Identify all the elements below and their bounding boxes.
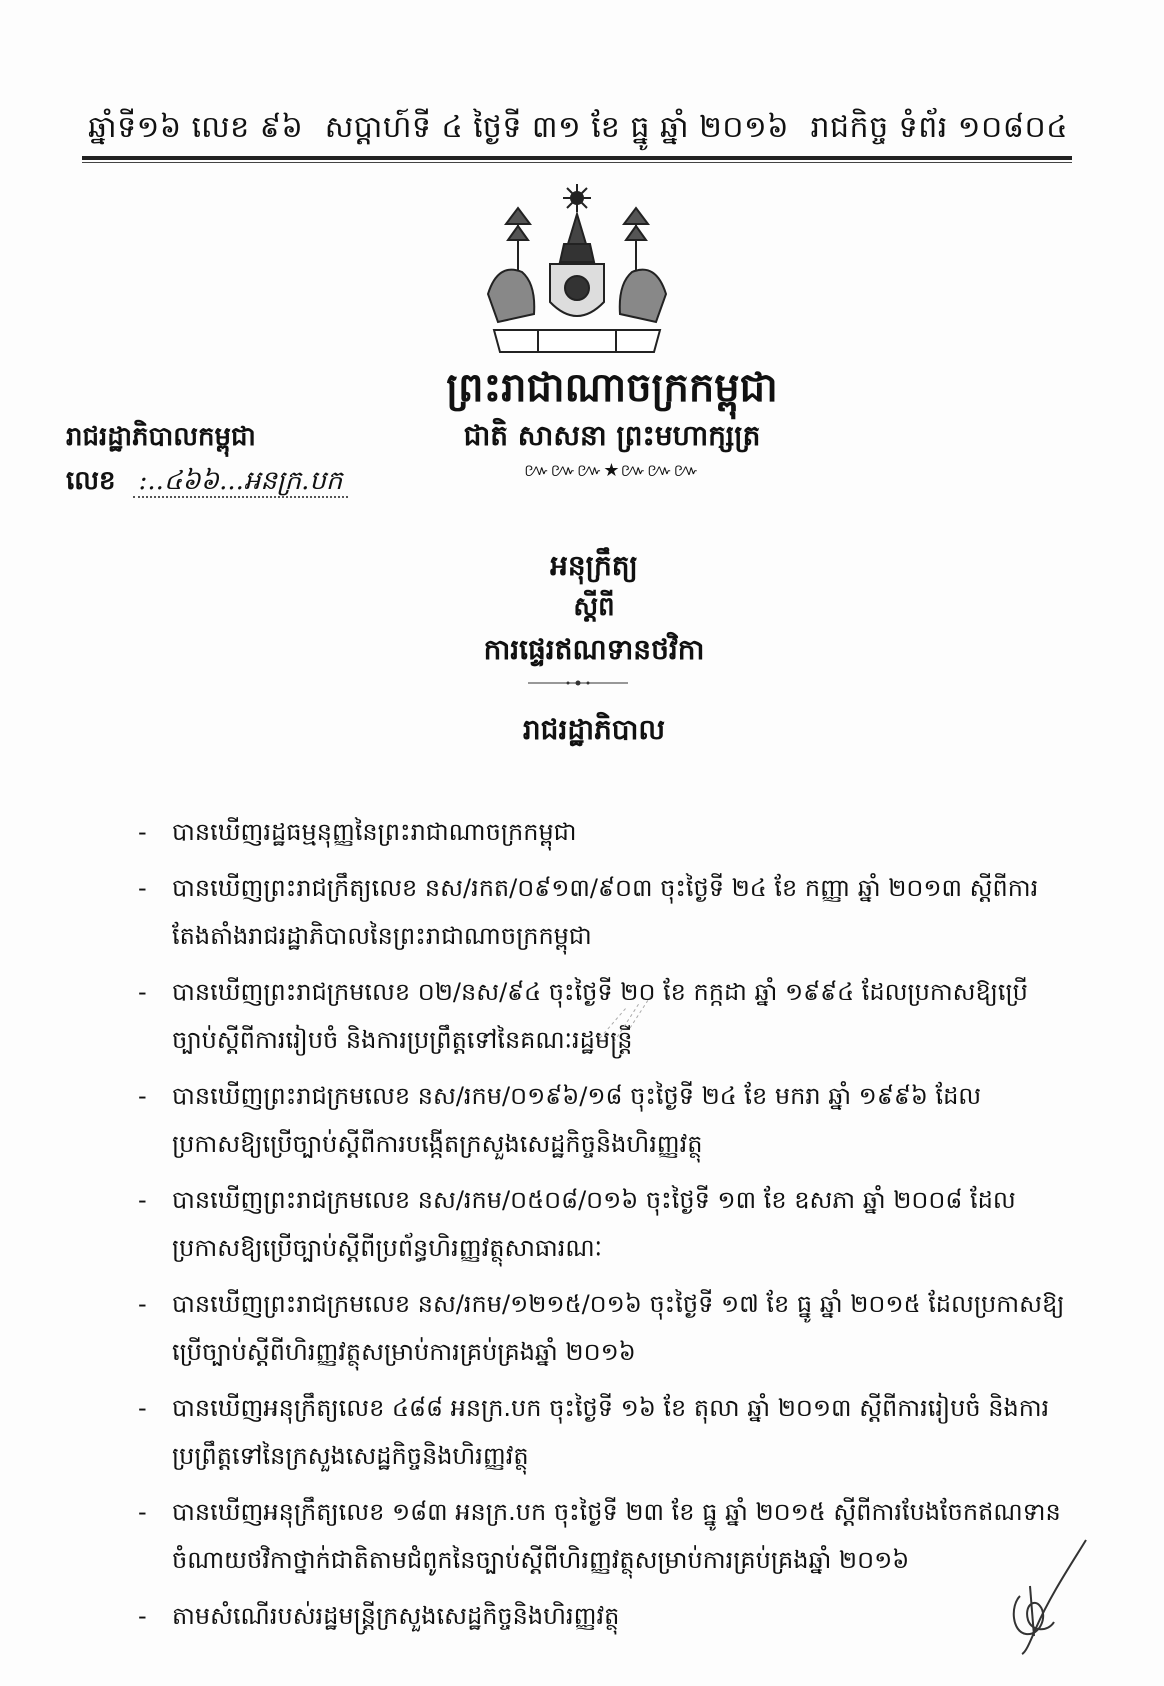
consideration-text: បានឃើញព្រះរាជក្រមលេខ នស/រកម/០១៩៦/១៨ ចុះថ្ងៃទី ២៤ ខែ មករា ឆ្នាំ ១៩៩៦ ដែលប្រកាសឱ្យប្រើច្បាប់ស្តីពីការបង្កើតក្រសួងសេដ្ឋកិច្ចនិងហិរញ្ញវត្ថុ — [172, 1082, 982, 1158]
consideration-text: បានឃើញអនុក្រឹត្យលេខ ១៨៣ អនក្រ.បក ចុះថ្ងៃទី ២៣ ខែ ធ្នូ ឆ្នាំ ២០១៥ ស្តីពីការបែងចែកឥណទានចំណាយថវិកាថ្នាក់ជាតិតាមជំពូកនៃច្បាប់ស្តីពីហិរញ្ញវត្ថុសម្រាប់ការគ្រប់គ្រងឆ្នាំ ២០១៦ — [172, 1498, 1061, 1574]
consideration-item — [138, 864, 1068, 960]
considerations-list — [138, 808, 1068, 1648]
bullet-dash: - — [138, 1498, 147, 1526]
bullet-dash: - — [138, 1186, 147, 1214]
header-rule — [82, 156, 1072, 160]
bullet-dash: - — [138, 978, 147, 1006]
document-subject: ការផ្ទេរឥណទានថវិកា — [483, 633, 705, 666]
consideration-item — [138, 1384, 1068, 1480]
handwritten-initial-signature-icon — [1000, 1536, 1090, 1656]
gazette-week-date: សប្តាហ៍ទី ៤ ថ្ងៃទី ៣១ ខែ ធ្នូ ឆ្នាំ ២០១៦ — [324, 110, 789, 145]
consideration-text: បានឃើញព្រះរាជក្រមលេខ នស/រកម/០៥០៨/០១៦ ចុះថ្ងៃទី ១៣ ខែ ឧសភា ឆ្នាំ ២០០៨ ដែលប្រកាសឱ្យប្រើច្បាប់ស្តីពីប្រព័ន្ធហិរញ្ញវត្ថុសាធារណៈ — [172, 1186, 1016, 1262]
bullet-dash: - — [138, 1394, 147, 1422]
kingdom-name: ព្រះរាជាណាចក្រកម្ពុជា — [446, 365, 778, 411]
consideration-text: បានឃើញអនុក្រឹត្យលេខ ៤៨៨ អនក្រ.បក ចុះថ្ងៃទី ១៦ ខែ តុលា ឆ្នាំ ២០១៣ ស្តីពីការរៀបចំ និងការប្រព្រឹត្តទៅនៃក្រសួងសេដ្ឋកិច្ចនិងហិរញ្ញវត្ថុ — [172, 1394, 1050, 1470]
government-label: រាជរដ្ឋាភិបាលកម្ពុជា — [66, 422, 256, 452]
consideration-item — [138, 1592, 1068, 1640]
bullet-dash: - — [138, 1602, 147, 1630]
reference-prefix: លេខ — [66, 466, 116, 496]
consideration-text: បានឃើញព្រះរាជក្រឹត្យលេខ នស/រកត/០៩១៣/៩០៣ ចុះថ្ងៃទី ២៤ ខែ កញ្ញា ឆ្នាំ ២០១៣ ស្តីពីការតែងតាំងរាជរដ្ឋាភិបាលនៃព្រះរាជាណាចក្រកម្ពុជា — [172, 874, 1039, 950]
consideration-item — [138, 1072, 1068, 1168]
bullet-dash: - — [138, 1290, 147, 1318]
bullet-dash: - — [138, 1082, 147, 1110]
reference-handwritten-number: :..៤៦៦...អនក្រ.បក — [133, 466, 349, 498]
document-type: អនុក្រឹត្យ — [550, 549, 638, 582]
consideration-item — [138, 1488, 1068, 1584]
consideration-text: បានឃើញរដ្ឋធម្មនុញ្ញនៃព្រះរាជាណាចក្រកម្ពុជា — [172, 818, 577, 846]
consideration-text: បានឃើញព្រះរាជក្រមលេខ ០២/នស/៩៤ ចុះថ្ងៃទី ២០ ខែ កក្កដា ឆ្នាំ ១៩៩៤ ដែលប្រកាសឱ្យប្រើច្បាប់ស្តីពីការរៀបចំ និងការប្រព្រឹត្តទៅនៃគណៈរដ្ឋមន្ត្រី — [172, 978, 1028, 1054]
header-rule-thin — [82, 162, 1072, 163]
consideration-item — [138, 1176, 1068, 1272]
consideration-item — [138, 1280, 1068, 1376]
gazette-header — [88, 108, 1068, 152]
document-about: ស្តីពី — [573, 592, 615, 622]
gazette-page-number: រាជកិច្ច ទំព័រ ១០៨០៤ — [810, 110, 1068, 145]
gazette-year-issue: ឆ្នាំទី១៦ លេខ ៩៦ — [88, 110, 304, 145]
consideration-text: បានឃើញព្រះរាជក្រមលេខ នស/រកម/១២១៥/០១៦ ចុះថ្ងៃទី ១៧ ខែ ធ្នូ ឆ្នាំ ២០១៥ ដែលប្រកាសឱ្យប្រើច្បាប់ស្តីពីហិរញ្ញវត្ថុសម្រាប់ការគ្រប់គ្រងឆ្នាំ ២០១៦ — [172, 1290, 1065, 1366]
reference-number — [66, 464, 348, 502]
pencil-scribble-icon — [596, 988, 656, 1044]
national-motto: ជាតិ សាសនា ព្រះមហាក្សត្រ — [463, 419, 761, 452]
royal-arms-of-cambodia-emblem-icon — [478, 184, 676, 356]
consideration-text: តាមសំណើរបស់រដ្ឋមន្ត្រីក្រសួងសេដ្ឋកិច្ចនិងហិរញ្ញវត្ថុ — [172, 1602, 620, 1630]
motto-ornament: ៚៚៚★៚៚៚ — [523, 460, 701, 481]
title-divider — [528, 680, 628, 686]
bullet-dash: - — [138, 818, 147, 846]
issuing-authority: រាជរដ្ឋាភិបាល — [522, 713, 666, 746]
bullet-dash: - — [138, 874, 147, 902]
consideration-item — [138, 808, 1068, 856]
